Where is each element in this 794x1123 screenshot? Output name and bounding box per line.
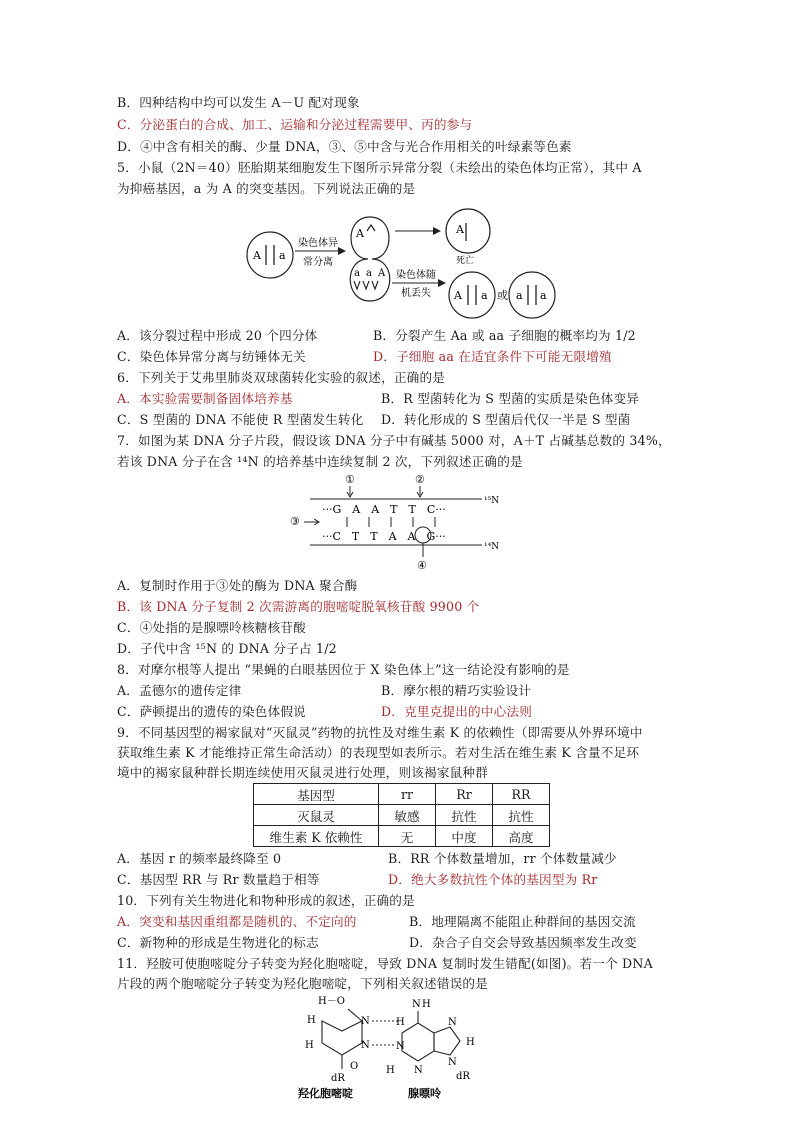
q8-option-c: C．萨顿提出的遗传的染色体假说: [117, 704, 306, 719]
marker-2: ②: [415, 473, 425, 486]
q11-stem-line2: 片段的两个胞嘧啶分子转变为羟化胞嘧啶，下列相关叙述错误的是: [117, 976, 489, 991]
q9-option-b: B．RR 个体数量增加，rr 个体数量减少: [388, 851, 617, 866]
atom-N-adenine-9: N: [448, 1057, 457, 1068]
atom-N-adenine-7: N: [448, 1017, 457, 1028]
atom-dR-right: dR: [456, 1071, 470, 1082]
q5-stem-line1: 5．小鼠（2N＝40）胚胎期某细胞发生下图所示异常分裂（未绘出的染色体均正常），其中 A: [117, 160, 642, 175]
parent-gene-a: a: [279, 249, 286, 262]
marker-4: ④: [417, 559, 427, 572]
table-cell: 中度: [436, 826, 493, 847]
q6-stem: 6．下列关于艾弗里肺炎双球菌转化实验的叙述，正确的是: [117, 370, 446, 385]
atom-HO: H－O: [318, 996, 345, 1007]
q5-option-d: D．子细胞 aa 在适宜条件下可能无限增殖: [373, 349, 612, 364]
label-death: 死亡: [456, 256, 475, 266]
atom-H-left: H: [307, 1015, 316, 1026]
q8-stem: 8．对摩尔根等人提出 “果蝇的白眼基因位于 X 染色体上”这一结论没有影响的是: [117, 662, 570, 677]
q7-stem-line2: 若该 DNA 分子在含 ¹⁴N 的培养基中连续复制 2 次，下列叙述正确的是: [117, 454, 523, 469]
q7-dna-figure: [290, 473, 510, 573]
atom-N-oxime: N: [361, 1016, 370, 1027]
q4-option-b: B．四种结构中均可以发生 A－U 配对现象: [117, 95, 360, 110]
q5-figure: [240, 203, 560, 321]
bottom-strand: ···C T T A A G···: [322, 530, 446, 543]
q6-option-b: B．R 型菌转化为 S 型菌的实质是染色体变异: [381, 391, 640, 406]
q9-option-d: D．绝大多数抗性个体的基因型为 Rr: [388, 872, 598, 887]
q8-option-b: B．摩尔根的精巧实验设计: [381, 683, 532, 698]
q10-option-c: C．新物种的形成是生物进化的标志: [117, 935, 319, 950]
label-abnormal-2: 常分离: [303, 257, 333, 268]
table-cell: 敏感: [379, 805, 436, 826]
q5-stem-line2: 为抑癌基因，a 为 A 的突变基因。下列说法正确的是: [117, 181, 416, 196]
dividing-gene-A: A: [356, 227, 364, 240]
q6-option-c: C．S 型菌的 DNA 不能使 R 型菌发生转化: [117, 412, 364, 427]
q8-option-d: D．克里克提出的中心法则: [381, 704, 533, 719]
table-cell: 灭鼠灵: [254, 805, 379, 826]
dividing-gene-a2: a: [366, 268, 372, 279]
marker-3: ③: [290, 515, 300, 528]
atom-H-adenine: H: [396, 1017, 405, 1028]
q7-option-b: B．该 DNA 分子复制 2 次需游离的胞嘧啶脱氧核苷酸 9900 个: [117, 599, 480, 614]
q5-option-a: A．该分裂过程中形成 20 个四分体: [117, 328, 318, 343]
label-14N: ¹⁴N: [484, 542, 500, 552]
atom-N-adenine-3: N: [414, 1065, 423, 1076]
q9-option-c: C．基因型 RR 与 Rr 数量趋于相等: [117, 872, 320, 887]
chromosomes-bottom: [354, 281, 378, 289]
q7-stem-line1: 7．如图为某 DNA 分子片段，假设该 DNA 分子中有碱基 5000 对，A＋T 占碱基总数的 34%，: [117, 433, 671, 448]
q11-structure-figure: [290, 993, 490, 1103]
atom-N-adenine-1: N: [396, 1041, 405, 1052]
chromosome-top: [367, 225, 375, 231]
table-row: [254, 805, 550, 826]
hydroxycytosine-ring: [322, 1009, 362, 1069]
dividing-gene-a1: a: [354, 268, 360, 279]
q5-option-b: B．分裂产生 Aa 或 aa 子细胞的概率均为 1/2: [373, 328, 636, 343]
label-loss-2: 机丢失: [401, 288, 431, 299]
q4-option-c: C．分泌蛋白的合成、加工、运输和分泌过程需要甲、丙的参与: [117, 117, 473, 132]
q8-option-a: A．孟德尔的遗传定律: [117, 683, 242, 698]
base-pair-bonds: [347, 517, 435, 527]
atom-H-amino: H: [422, 999, 431, 1010]
table-header-cell: RR: [493, 784, 550, 805]
q10-stem: 10．下列有关生物进化和物种形成的叙述，正确的是: [117, 893, 415, 908]
atom-O: O: [350, 1061, 359, 1072]
daughter-Aa-gene-A: A: [454, 289, 462, 302]
table-header-cell: Rr: [436, 784, 493, 805]
q4-option-d: D．④中含有相关的酶、少量 DNA，③、⑤中含与光合作用相关的叶绿素等色素: [117, 139, 572, 154]
label-loss-1: 染色体随: [396, 270, 436, 281]
dividing-gene-A2: A: [378, 268, 386, 279]
table-header-cell: 基因型: [254, 784, 379, 805]
genotype-table: [253, 783, 550, 847]
table-cell: 维生素 K 依赖性: [254, 826, 379, 847]
table-cell: 无: [379, 826, 436, 847]
q10-option-a: A．突变和基因重组都是随机的、不定向的: [117, 914, 357, 929]
label-or: 或: [497, 289, 508, 302]
caption-adenine: 腺嘌呤: [408, 1087, 441, 1100]
daughter-Aa-gene-a: a: [481, 289, 488, 302]
dead-cell-gene-A: A: [456, 223, 464, 236]
table-cell: 高度: [493, 826, 550, 847]
daughter-aa-gene-a2: a: [540, 289, 547, 302]
label-15N: ¹⁵N: [484, 496, 500, 506]
table-row: [254, 826, 550, 847]
top-strand: ···G A A T T C···: [322, 503, 446, 516]
q9-stem-line2: 获取维生素 K 才能维持正常生命活动）的表现型如表所示。若对生活在维生素 K 含量不足环: [117, 745, 640, 760]
table-cell: 抗性: [436, 805, 493, 826]
dead-cell: [446, 209, 490, 253]
q9-stem-line3: 境中的褐家鼠种群长期连续使用灭鼠灵进行处理，则该褐家鼠种群: [117, 765, 489, 780]
atom-N-amino: N: [412, 999, 421, 1010]
q7-option-a: A．复制时作用于③处的酶为 DNA 聚合酶: [117, 578, 358, 593]
q6-option-a: A．本实验需要制备固体培养基: [117, 391, 293, 406]
q6-option-d: D．转化形成的 S 型菌后代仅一半是 S 型菌: [381, 412, 631, 427]
atom-N-ring: N: [361, 1040, 370, 1051]
marker-1: ①: [345, 473, 355, 486]
q11-stem-line1: 11．羟胺可使胞嘧啶分子转变为羟化胞嘧啶，导致 DNA 复制时发生错配(如图)。若一个 DNA: [117, 956, 653, 971]
label-abnormal-1: 染色体异: [298, 238, 338, 249]
table-header-row: [254, 784, 550, 805]
atom-H-adenine-2: H: [386, 1065, 395, 1076]
q7-option-c: C．④处指的是腺嘌呤核糖核苷酸: [117, 620, 306, 635]
atom-H-lower: H: [305, 1040, 314, 1051]
q10-option-b: B．地理隔离不能阻止种群间的基因交流: [409, 914, 636, 929]
table-header-cell: rr: [379, 784, 436, 805]
q10-option-d: D．杂合子自交会导致基因频率发生改变: [409, 935, 637, 950]
table-cell: 抗性: [493, 805, 550, 826]
q9-option-a: A．基因 r 的频率最终降至 0: [117, 851, 282, 866]
q7-option-d: D．子代中含 ¹⁵N 的 DNA 分子占 1/2: [117, 641, 337, 656]
atom-dR-left: dR: [331, 1073, 345, 1084]
q5-option-c: C．染色体异常分离与纺锤体无关: [117, 349, 306, 364]
daughter-aa-gene-a1: a: [516, 289, 523, 302]
atom-H-adenine-8: H: [466, 1037, 475, 1048]
caption-hydroxycytosine: 羟化胞嘧啶: [298, 1087, 353, 1100]
parent-gene-A: A: [253, 249, 261, 262]
q9-stem-line1: 9．不同基因型的褐家鼠对“灭鼠灵”药物的抗性及对维生素 K 的依赖性（即需要从外界环境中: [117, 725, 643, 740]
